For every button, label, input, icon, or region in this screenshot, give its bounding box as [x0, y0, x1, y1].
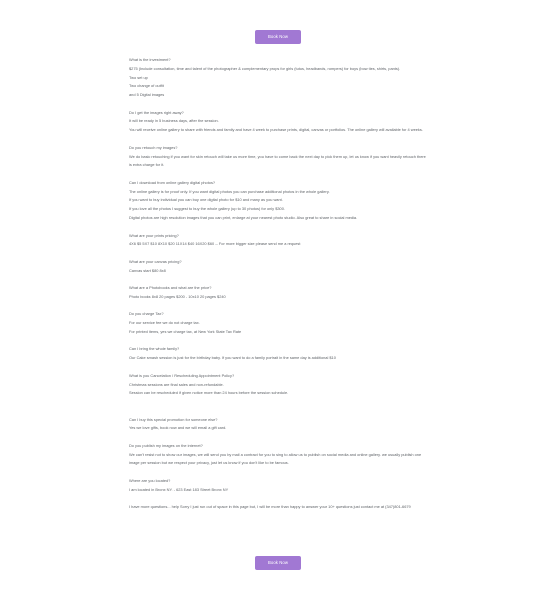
faq-answer-line: Digital photos are high resolution images that you can print, enlarge at your nearest photo studio. Also great to share in social media.	[129, 215, 358, 221]
faq-answer-line: $275 (Include consultation, time and talent of the photographer & complementary props for girls (tutus, headbands, rompers) for boys (bow ties, shirts, pants).	[129, 65, 401, 71]
faq-item	[129, 179, 429, 223]
faq-item	[129, 372, 429, 398]
faq-question: What is you Cancelation / Rescheduling Appointment Policy?	[129, 372, 235, 378]
faq-item	[129, 416, 429, 434]
faq-answer-line: and 5 Digital images	[129, 92, 165, 98]
faq-item	[129, 232, 429, 250]
spacer	[129, 407, 429, 416]
book-now-button-bottom[interactable]: Book Now	[255, 556, 301, 570]
faq-item	[129, 503, 429, 512]
faq-question: What are your canvas pricing?	[129, 258, 182, 264]
faq-question: Do I get the images right away?	[129, 109, 184, 115]
faq-answer-line: Session can be rescheduled if given notice more than 24 hours before the session schedule.	[129, 390, 289, 396]
faq-answer-line: You will receive online gallery to share with friends and family and have 4 week to purchase prints, digital, canvas or portfolios. The online gallery will available for 4 weeks.	[129, 127, 423, 133]
faq-question: What are your prints pricing?	[129, 232, 179, 238]
book-now-button-top[interactable]: Book Now	[255, 30, 301, 44]
faq-question: Do you retouch my images?	[129, 144, 178, 150]
faq-answer-line: 4X6 $5 5X7 $10 8X10 $20 11X14 $40 16X20 $60 -- For more bigger size please send me a request	[129, 241, 301, 247]
faq-answer-line: The online gallery is for proof only. If you want digital photos you can purchase additional photos in the whole gallery.	[129, 188, 330, 194]
faq-item	[129, 258, 429, 276]
faq-answer-line: Yes we love gifts, book now and we will email a gift card.	[129, 425, 227, 431]
faq-answer-line: Photo books 8x8 20 pages $200 - 10x10 20 pages $240	[129, 293, 226, 299]
faq-question: Can I bring the whole family?	[129, 346, 180, 352]
faq-item	[129, 144, 429, 170]
faq-answer-line: We can't resist not to show our images, we will send you by mail a contract for you to sing to allow us to publish on social media and online gallery. we usually publish one image per session but we respect your privacy, just let us know if you don't like to be famous.	[129, 451, 422, 466]
faq-answer-line: For our service fee we do not charge tax.	[129, 320, 200, 326]
faq-item	[129, 284, 429, 302]
faq-question: Can I buy this special promotion for someone else?	[129, 416, 218, 422]
faq-question: Do you publish my images on the internet?	[129, 442, 203, 448]
faq-item	[129, 477, 429, 495]
faq-answer-line: For printed items, yes we charge tax, at New York State Tax Rate	[129, 328, 242, 334]
faq-answer-line: We do basic retouching if you want for skin retouch will take us more time, you have to come back the next day to pick them up, let us know if you want heavily retouch there is extra charge for it.	[129, 153, 426, 168]
faq-answer-line: Our Cake smash session is just for the birthday baby. If you want to do a family portrait in the same day is additional $10	[129, 355, 336, 361]
faq-section	[129, 56, 429, 521]
faq-item	[129, 109, 429, 135]
faq-answer-line: It will be ready in 5 business days, after the session.	[129, 118, 219, 124]
faq-answer-line: I am located in Bronx NY. - 623 East 183 Street Bronx NY	[129, 486, 229, 492]
faq-question: Do you charge Tax?	[129, 311, 164, 317]
faq-answer-line: Two set up	[129, 74, 148, 80]
faq-item	[129, 345, 429, 363]
faq-answer-line: If you love all the photos I suggest to buy the whole gallery (up to 30 photos) for only $300.	[129, 206, 285, 212]
faq-answer-line: I have more questions... help Sorry I just run out of space in this page but, I will be more than happy to answer your 10+ questions just contact me at (347)801-6679	[129, 504, 411, 510]
faq-question: What are a Photobooks and what are the price?	[129, 285, 212, 291]
faq-answer-line: Canvas start $80 8x8	[129, 267, 166, 273]
faq-answer-line: Two change of outfit	[129, 83, 164, 89]
faq-question: Where are you located?	[129, 477, 171, 483]
faq-answer-line: Christmas sessions are final sales and non-refundable.	[129, 381, 224, 387]
faq-answer-line: If you want to buy individual you can buy one digital photo for $10 and many as you want.	[129, 197, 283, 203]
faq-question: What is the investment?	[129, 57, 171, 62]
faq-question: Can I download from online gallery digital photos?	[129, 179, 216, 185]
faq-item	[129, 442, 429, 468]
faq-item	[129, 56, 429, 100]
faq-item	[129, 310, 429, 336]
